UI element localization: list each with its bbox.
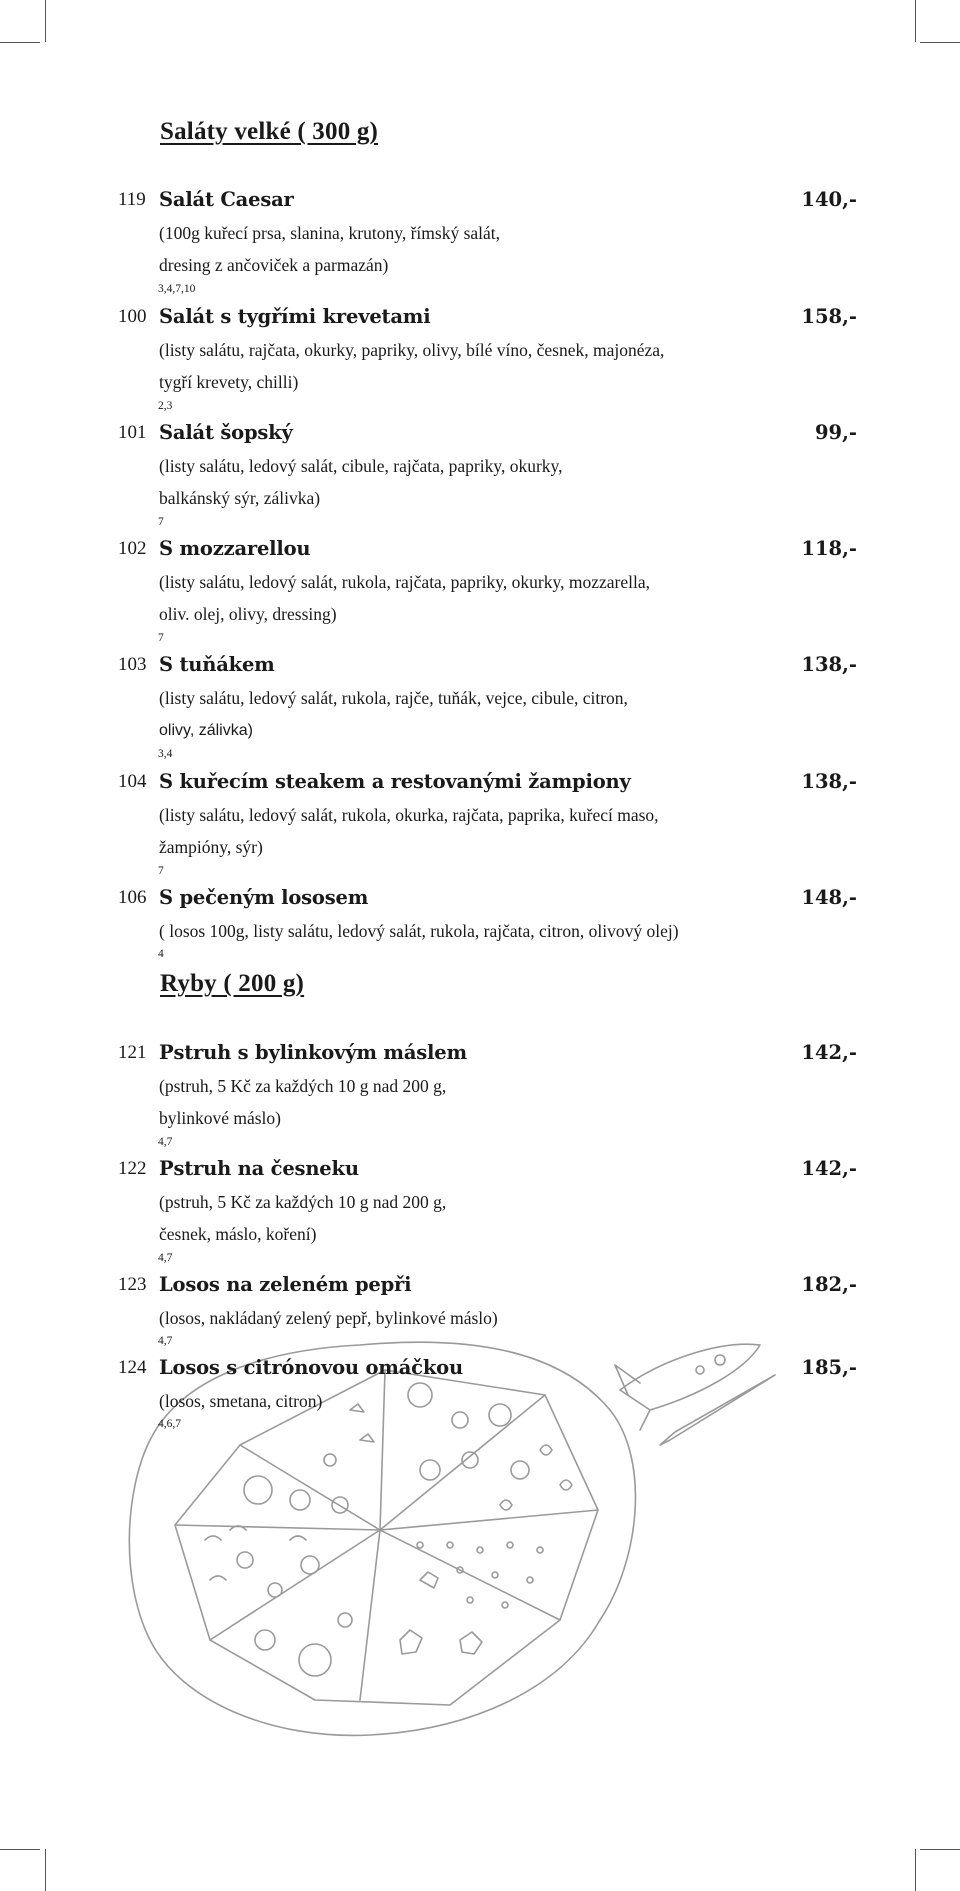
item-number: 100 bbox=[118, 306, 147, 327]
item-description: dresing z ančoviček a parmazán) bbox=[159, 255, 389, 275]
item-description: (listy salátu, ledový salát, cibule, rajčata, papriky, okurky, bbox=[159, 456, 563, 476]
item-allergens: 2,3 bbox=[158, 400, 173, 412]
section-heading-salads: Saláty velké ( 300 g) bbox=[160, 118, 379, 145]
item-name: Salát šopský bbox=[159, 421, 293, 444]
item-price: 118,- bbox=[801, 537, 857, 560]
item-number: 119 bbox=[118, 189, 146, 210]
item-number: 106 bbox=[118, 887, 147, 908]
item-description: (100g kuřecí prsa, slanina, krutony, římský salát, bbox=[159, 223, 501, 243]
item-description: (pstruh, 5 Kč za každých 10 g nad 200 g, bbox=[159, 1192, 447, 1212]
item-price: 99,- bbox=[814, 421, 857, 444]
item-description: ( losos 100g, listy salátu, ledový salát, rukola, rajčata, citron, olivový olej) bbox=[159, 921, 679, 941]
item-allergens: 3,4 bbox=[158, 748, 173, 760]
item-number: 104 bbox=[118, 771, 147, 792]
item-price: 148,- bbox=[801, 886, 857, 909]
item-number: 103 bbox=[118, 654, 147, 675]
item-name: S mozzarellou bbox=[159, 537, 311, 560]
item-allergens: 3,4,7,10 bbox=[158, 283, 196, 295]
item-description: (listy salátu, ledový salát, rukola, rajče, tuňák, vejce, cibule, citron, bbox=[159, 688, 628, 708]
item-name: Pstruh na česneku bbox=[159, 1157, 359, 1180]
item-number: 121 bbox=[118, 1042, 147, 1063]
pizza-cut-3 bbox=[240, 1445, 560, 1620]
item-number: 102 bbox=[118, 538, 147, 559]
item-name: S pečeným lososem bbox=[159, 886, 369, 909]
item-price: 185,- bbox=[801, 1356, 857, 1379]
item-price: 182,- bbox=[801, 1273, 857, 1296]
item-name: Salát s tygřími krevetami bbox=[159, 305, 431, 328]
rocket-fin-top bbox=[615, 1365, 640, 1395]
item-description: česnek, máslo, koření) bbox=[159, 1224, 317, 1244]
item-description: (listy salátu, rajčata, okurky, papriky, olivy, bílé víno, česnek, majonéza, bbox=[159, 340, 665, 360]
rocket-sketch bbox=[615, 1344, 775, 1445]
item-description: balkánský sýr, zálivka) bbox=[159, 488, 321, 508]
rocket-fin-bottom bbox=[640, 1410, 650, 1430]
item-allergens: 7 bbox=[158, 865, 164, 877]
item-name: S kuřecím steakem a restovanými žampiony bbox=[159, 770, 631, 793]
item-price: 138,- bbox=[801, 770, 857, 793]
item-description: (losos, nakládaný zelený pepř, bylinkové máslo) bbox=[159, 1308, 498, 1328]
item-description: tygří krevety, chilli) bbox=[159, 372, 299, 392]
pizza-inner-edge bbox=[175, 1370, 598, 1705]
item-description: olivy, zálivka) bbox=[159, 722, 253, 739]
item-description: oliv. olej, olivy, dressing) bbox=[159, 604, 337, 624]
item-description: (listy salátu, ledový salát, rukola, rajčata, papriky, okurky, mozzarella, bbox=[159, 572, 650, 592]
item-allergens: 4 bbox=[158, 948, 164, 960]
item-price: 142,- bbox=[801, 1157, 857, 1180]
rocket-arrow bbox=[660, 1375, 775, 1445]
item-allergens: 4,6,7 bbox=[158, 1418, 181, 1430]
item-name: Losos na zeleném pepři bbox=[159, 1273, 412, 1296]
section-heading-fish: Ryby ( 200 g) bbox=[160, 970, 305, 997]
pizza-cut-2 bbox=[175, 1510, 598, 1530]
item-price: 158,- bbox=[801, 305, 857, 328]
item-allergens: 4,7 bbox=[158, 1136, 173, 1148]
item-name: Pstruh s bylinkovým máslem bbox=[159, 1041, 467, 1064]
item-description: bylinkové máslo) bbox=[159, 1108, 281, 1128]
item-number: 124 bbox=[118, 1357, 147, 1378]
rocket-body bbox=[620, 1344, 760, 1410]
item-description: (pstruh, 5 Kč za každých 10 g nad 200 g, bbox=[159, 1076, 447, 1096]
item-description: žampióny, sýr) bbox=[159, 837, 263, 857]
item-allergens: 4,7 bbox=[158, 1252, 173, 1264]
item-name: Losos s citrónovou omáčkou bbox=[159, 1356, 463, 1379]
item-number: 122 bbox=[118, 1158, 147, 1179]
item-price: 140,- bbox=[801, 188, 857, 211]
item-name: S tuňákem bbox=[159, 653, 275, 676]
item-allergens: 7 bbox=[158, 632, 164, 644]
item-description: (losos, smetana, citron) bbox=[159, 1391, 323, 1411]
item-price: 142,- bbox=[801, 1041, 857, 1064]
pizza-cut-4 bbox=[210, 1395, 545, 1640]
item-number: 101 bbox=[118, 422, 147, 443]
item-price: 138,- bbox=[801, 653, 857, 676]
item-number: 123 bbox=[118, 1274, 147, 1295]
item-allergens: 4,7 bbox=[158, 1335, 173, 1347]
item-allergens: 7 bbox=[158, 516, 164, 528]
item-name: Salát Caesar bbox=[159, 188, 294, 211]
item-description: (listy salátu, ledový salát, rukola, okurka, rajčata, paprika, kuřecí maso, bbox=[159, 805, 659, 825]
